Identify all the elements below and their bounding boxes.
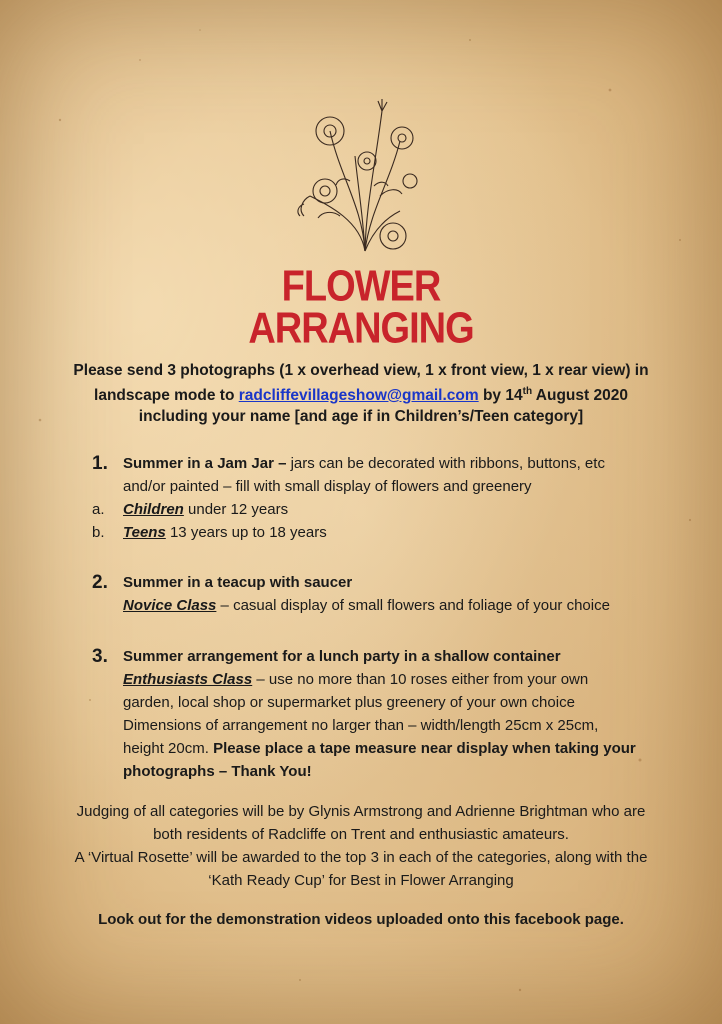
sub-label: Children: [123, 501, 184, 518]
class-text: – casual display of small flowers and foliage of your choice: [216, 597, 610, 614]
category-item-1: [92, 452, 672, 498]
subcategory-b: [92, 521, 327, 544]
flower-bouquet-illustration: [270, 86, 460, 256]
intro-date: by 14: [478, 387, 523, 405]
item-text: height 20cm.: [123, 740, 214, 757]
item-heading: Summer arrangement for a lunch party in a shallow container: [123, 648, 561, 665]
footer-line: A ‘Virtual Rosette’ will be awarded to the top 3 in each of the categories, along with the: [74, 849, 648, 866]
sub-text: 13 years up to 18 years: [165, 524, 327, 541]
intro-paragraph: [40, 360, 682, 427]
class-label: Enthusiasts Class: [123, 671, 253, 688]
lookout-note: Look out for the demonstration videos uploaded onto this facebook page.: [98, 911, 624, 928]
judging-info: [30, 800, 692, 892]
item-text: garden, local shop or supermarket plus greenery of your own choice: [123, 694, 575, 711]
footer-line: both residents of Radcliffe on Trent and enthusiastic amateurs.: [153, 826, 569, 843]
intro-line-1: Please send 3 photographs (1 x overhead view, 1 x front view, 1 x rear view) in: [73, 362, 649, 379]
item-number: 1.: [92, 453, 108, 474]
category-item-3: [92, 645, 672, 783]
item-number: 2.: [92, 572, 108, 593]
tape-measure-note: Please place a tape measure near display when taking your: [213, 740, 636, 757]
footer-line: ‘Kath Ready Cup’ for Best in Flower Arranging: [208, 872, 514, 889]
email-link[interactable]: radcliffevillageshow@gmail.com: [238, 387, 479, 405]
class-text: – use no more than 10 roses either from your own: [252, 671, 589, 688]
item-number: 3.: [92, 646, 108, 667]
title-flower: FLOWER: [281, 262, 441, 312]
sub-letter: a.: [92, 501, 105, 518]
thank-you-note: photographs – Thank You!: [123, 763, 312, 780]
date-suffix: th: [522, 386, 533, 397]
item-heading: Summer in a Jam Jar –: [123, 455, 287, 472]
intro-line-3: including your name [and age if in Children’s/Teen category]: [138, 408, 584, 426]
footer-line: Judging of all categories will be by Glynis Armstrong and Adrienne Brightman who are: [76, 803, 646, 820]
intro-text: landscape mode to: [94, 387, 239, 405]
sub-text: under 12 years: [183, 501, 289, 518]
item-text: jars can be decorated with ribbons, buttons, etc: [286, 455, 605, 472]
item-text: and/or painted – fill with small display of flowers and greenery: [123, 478, 532, 495]
subcategory-a: [92, 498, 288, 521]
intro-line-2: [40, 381, 682, 406]
title-arranging: ARRANGING: [248, 304, 474, 354]
class-label: Novice Class: [123, 597, 217, 614]
item-text: Dimensions of arrangement no larger than – width/length 25cm x 25cm,: [123, 717, 599, 734]
sub-label: Teens: [123, 524, 166, 541]
sub-letter: b.: [92, 524, 105, 541]
category-item-2: [92, 571, 672, 617]
intro-date-month: August 2020: [532, 387, 628, 405]
item-heading: Summer in a teacup with saucer: [123, 574, 353, 591]
